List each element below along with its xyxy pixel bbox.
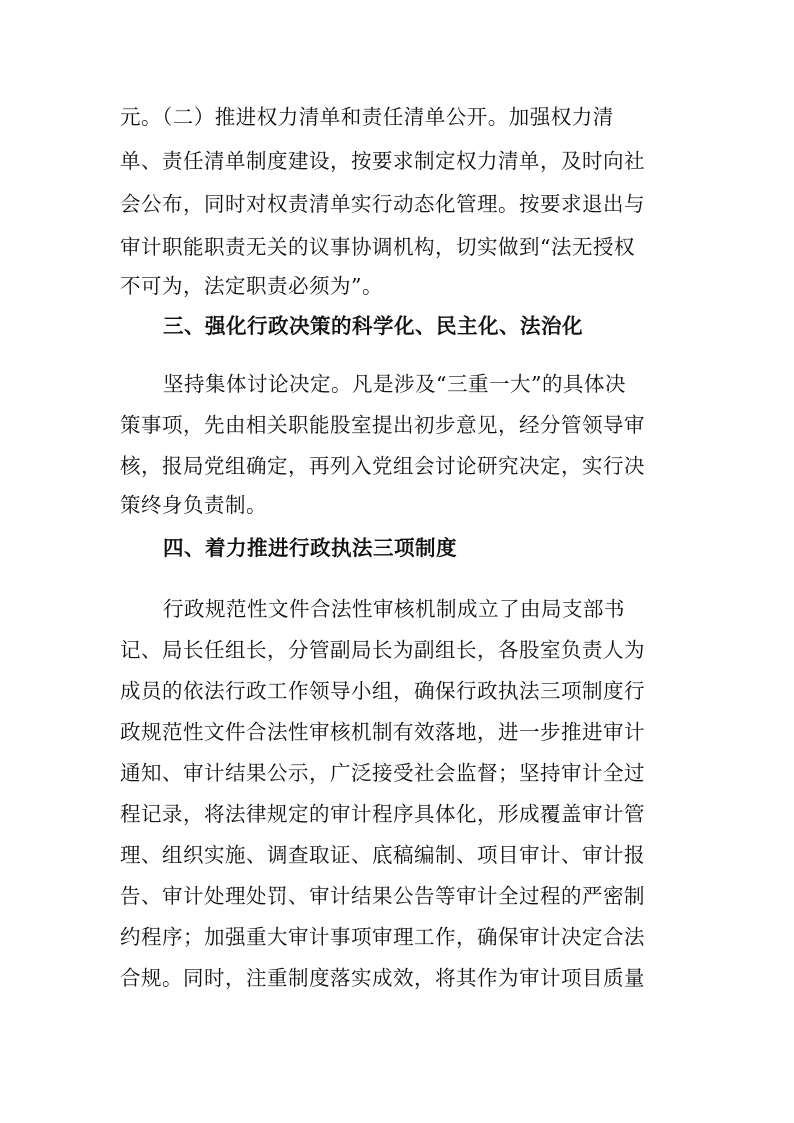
paragraph-line: 政规范性文件合法性审核机制有效落地，进一步推进审计 <box>120 720 645 744</box>
paragraph-line: 核，报局党组确定，再列入党组会讨论研究决定，实行决 <box>120 454 645 478</box>
paragraph-line: 记、局长任组长，分管副局长为副组长，各股室负责人为 <box>120 638 645 662</box>
paragraph-line: 坚持集体讨论决定。凡是涉及“三重一大”的具体决 <box>163 372 626 396</box>
paragraph-line: 策事项，先由相关职能股室提出初步意见，经分管领导审 <box>120 413 645 437</box>
paragraph-line: 通知、审计结果公示，广泛接受社会监督；坚持审计全过 <box>120 761 645 785</box>
paragraph-line: 程记录，将法律规定的审计程序具体化，形成覆盖审计管 <box>120 802 645 826</box>
paragraph-line: 告、审计处理处罚、审计结果公告等审计全过程的严密制 <box>120 884 645 908</box>
paragraph-line: 会公布，同时对权责清单实行动态化管理。按要求退出与 <box>120 192 645 216</box>
paragraph-line: 元。（二）推进权力清单和责任清单公开。加强权力清 <box>120 105 614 129</box>
paragraph-line: 不可为，法定职责必须为”。 <box>120 274 383 298</box>
paragraph-line: 理、组织实施、调查取证、底稿编制、项目审计、审计报 <box>120 843 645 867</box>
paragraph-line: 审计职能职责无关的议事协调机构，切实做到“法无授权 <box>120 235 635 259</box>
paragraph-line: 合规。同时，注重制度落实成效，将其作为审计项目质量 <box>120 966 645 990</box>
section-heading-4: 四、着力推进行政执法三项制度 <box>163 536 457 560</box>
paragraph-line: 策终身负责制。 <box>120 493 267 517</box>
paragraph-line: 约程序；加强重大审计事项审理工作，确保审计决定合法 <box>120 925 645 949</box>
paragraph-line: 成员的依法行政工作领导小组，确保行政执法三项制度行 <box>120 679 645 703</box>
paragraph-line: 行政规范性文件合法性审核机制成立了由局支部书 <box>163 597 625 621</box>
paragraph-line: 单、责任清单制度建设，按要求制定权力清单，及时向社 <box>120 149 645 173</box>
section-heading-3: 三、强化行政决策的科学化、民主化、法治化 <box>163 314 583 338</box>
